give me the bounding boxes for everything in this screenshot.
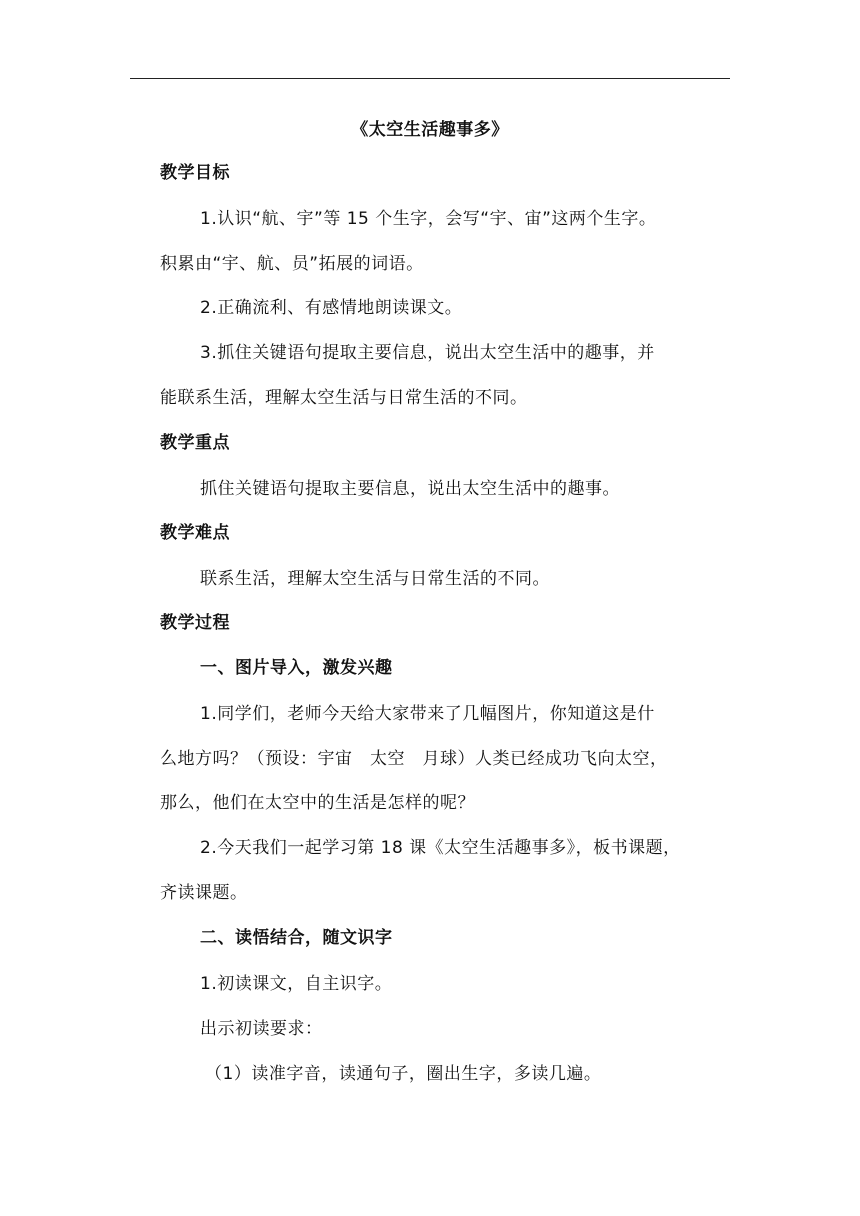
part1-line-4: 2.今天我们一起学习第 18 课《太空生活趣事多》，板书课题，: [200, 838, 681, 858]
part1-line-5: 齐读课题。: [160, 883, 248, 903]
part2-line-2: 出示初读要求：: [200, 1019, 323, 1039]
heading-goals: 教学目标: [160, 163, 230, 183]
heading-key-points: 教学重点: [160, 433, 230, 453]
part1-line-2: 么地方吗？（预设：宇宙 太空 月球）人类已经成功飞向太空，: [160, 749, 668, 769]
header-rule: [130, 78, 730, 79]
heading-difficulties: 教学难点: [160, 523, 230, 543]
process-part2-heading: 二、读悟结合，随文识字: [200, 928, 393, 948]
goal-1-line-1: 1.认识“航、宇”等 15 个生字，会写“宇、宙”这两个生字。: [200, 209, 657, 229]
part1-line-3: 那么，他们在太空中的生活是怎样的呢？: [160, 793, 475, 813]
part1-line-1: 1.同学们，老师今天给大家带来了几幅图片，你知道这是什: [200, 704, 655, 724]
part2-line-1: 1.初读课文，自主识字。: [200, 974, 393, 994]
goal-2: 2.正确流利、有感情地朗读课文。: [200, 298, 463, 318]
process-part1-heading: 一、图片导入，激发兴趣: [200, 658, 393, 678]
key-points-text: 抓住关键语句提取主要信息，说出太空生活中的趣事。: [200, 479, 620, 499]
part2-line-3: （1）读准字音，读通句子，圈出生字，多读几遍。: [205, 1064, 602, 1084]
difficulties-text: 联系生活，理解太空生活与日常生活的不同。: [200, 569, 550, 589]
goal-1-line-2: 积累由“宇、航、员”拓展的词语。: [160, 254, 424, 274]
goal-3-line-2: 能联系生活，理解太空生活与日常生活的不同。: [160, 388, 528, 408]
goal-3-line-1: 3.抓住关键语句提取主要信息，说出太空生活中的趣事，并: [200, 343, 655, 363]
heading-process: 教学过程: [160, 613, 230, 633]
document-title: 《太空生活趣事多》: [351, 120, 509, 140]
